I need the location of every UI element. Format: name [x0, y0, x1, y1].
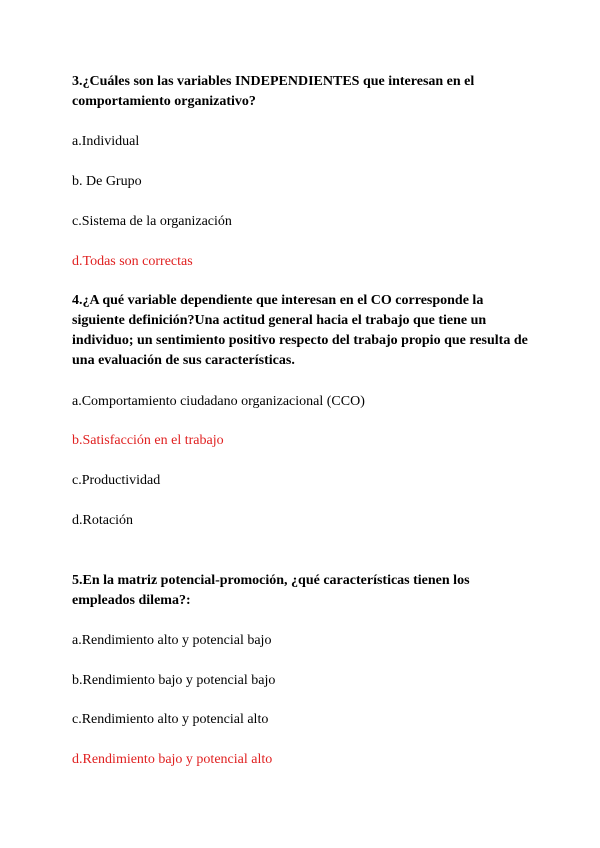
- question-5: 5.En la matriz potencial-promoción, ¿qué características tienen los empleados dilema?:: [72, 573, 470, 608]
- question-3-option-b: b. De Grupo: [72, 174, 142, 189]
- question-3-option-a: a.Individual: [72, 134, 140, 149]
- question-5-option-c: c.Rendimiento alto y potencial alto: [72, 712, 269, 727]
- question-3-option-c: c.Sistema de la organización: [72, 214, 232, 229]
- question-3: 3.¿Cuáles son las variables INDEPENDIENTES que interesan en el comportamiento organizativo?: [72, 74, 475, 109]
- question-4-option-b-correct: b.Satisfacción en el trabajo: [72, 433, 224, 448]
- question-4: 4.¿A qué variable dependiente que interesan en el CO corresponde la siguiente definición?Una actitud general hacia el trabajo que tiene un individuo; un sentimiento positivo respecto del trabajo propio que resulta de una evaluación de sus características.: [72, 293, 528, 368]
- question-5-option-b: b.Rendimiento bajo y potencial bajo: [72, 673, 276, 688]
- question-5-option-d-correct: d.Rendimiento bajo y potencial alto: [72, 752, 273, 767]
- question-5-option-a: a.Rendimiento alto y potencial bajo: [72, 633, 272, 648]
- question-4-option-a: a.Comportamiento ciudadano organizacional (CCO): [72, 394, 365, 409]
- question-4-option-c: c.Productividad: [72, 473, 161, 488]
- question-4-option-d: d.Rotación: [72, 513, 134, 528]
- question-3-option-d-correct: d.Todas son correctas: [72, 254, 193, 269]
